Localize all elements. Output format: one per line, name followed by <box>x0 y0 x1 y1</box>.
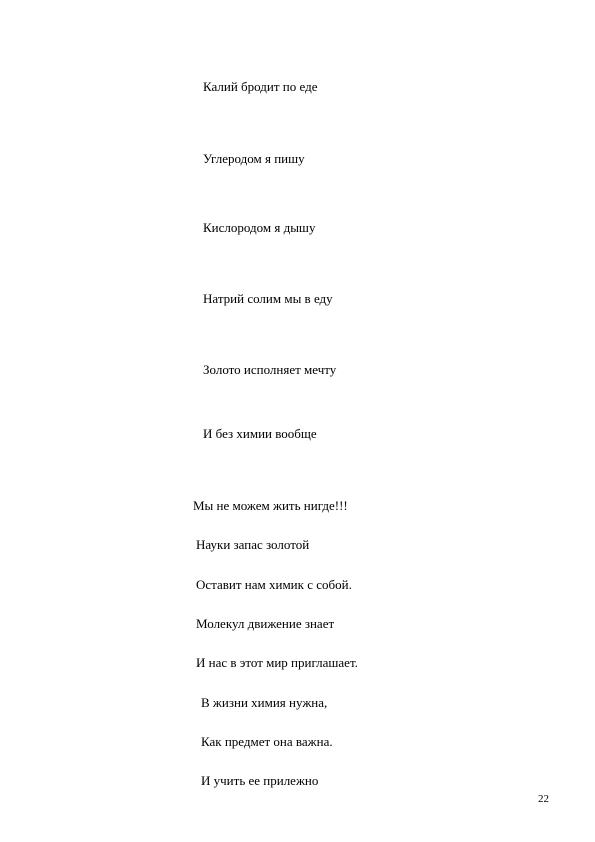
poem-line-1: Калий бродит по еде <box>203 79 318 94</box>
poem-line-14: И учить ее прилежно <box>201 773 319 788</box>
poem-line-8: Науки запас золотой <box>196 537 310 552</box>
poem-line-4: Натрий солим мы в еду <box>203 291 333 306</box>
poem-line-10: Молекул движение знает <box>196 616 335 631</box>
page-number: 22 <box>538 793 549 805</box>
poem-line-2: Углеродом я пишу <box>203 151 305 166</box>
poem-line-5: Золото исполняет мечту <box>203 362 337 377</box>
poem-line-6: И без химии вообще <box>203 426 317 441</box>
poem-line-12: В жизни химия нужна, <box>201 695 328 710</box>
poem-line-11: И нас в этот мир приглашает. <box>196 655 358 670</box>
poem-line-9: Оставит нам химик с собой. <box>196 577 352 592</box>
poem-line-3: Кислородом я дышу <box>203 220 316 235</box>
poem-line-13: Как предмет она важна. <box>201 734 333 749</box>
poem-line-7: Мы не можем жить нигде!!! <box>193 498 348 513</box>
